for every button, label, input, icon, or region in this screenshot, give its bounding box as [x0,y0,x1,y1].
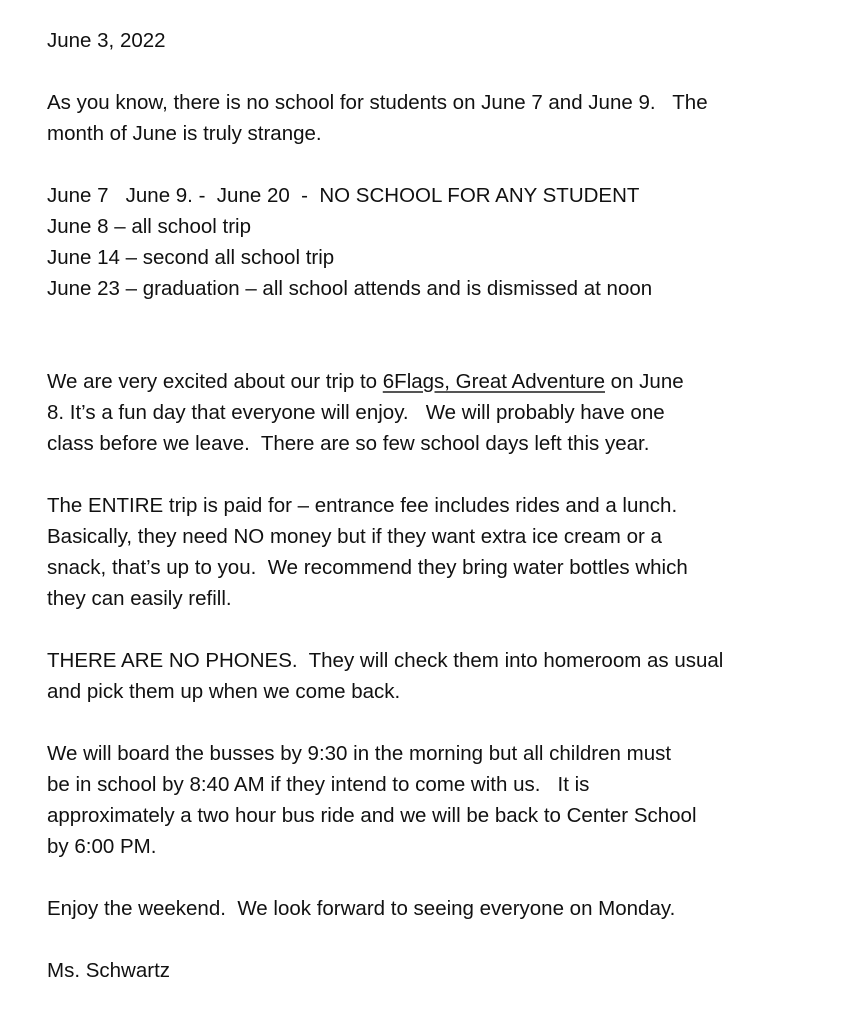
busses-line: be in school by 8:40 AM if they intend to come with us. It is [47,773,590,796]
schedule-list [47,180,837,304]
phones-line: THERE ARE NO PHONES. They will check them into homeroom as usual [47,649,724,672]
payment-line: Basically, they need NO money but if they want extra ice cream or a [47,525,662,548]
trip-line [47,366,837,397]
payment-line: snack, that’s up to you. We recommend they bring water bottles which [47,556,688,579]
trip-text-before-link: We are very excited about our trip to [47,370,383,393]
intro-paragraph [47,87,837,149]
signature-name: Ms. Schwartz [47,959,171,982]
payment-line: The ENTIRE trip is paid for – entrance fee includes rides and a lunch. [47,494,678,517]
date-text: June 3, 2022 [47,29,166,52]
trip-line: 8. It’s a fun day that everyone will enjoy. We will probably have one [47,401,665,424]
trip-paragraph [47,366,837,459]
closing-line: Enjoy the weekend. We look forward to seeing everyone on Monday. [47,897,676,920]
schedule-item: June 23 – graduation – all school attends and is dismissed at noon [47,277,653,300]
letter [47,25,837,1017]
intro-line: month of June is truly strange. [47,122,322,145]
payment-paragraph [47,490,837,614]
schedule-item: June 14 – second all school trip [47,246,335,269]
signature-block [47,955,837,986]
busses-paragraph [47,738,837,862]
phones-line: and pick them up when we come back. [47,680,401,703]
busses-line: We will board the busses by 9:30 in the morning but all children must [47,742,672,765]
closing-paragraph [47,893,837,924]
trip-line: class before we leave. There are so few school days left this year. [47,432,650,455]
payment-line: they can easily refill. [47,587,232,610]
busses-line: approximately a two hour bus ride and we will be back to Center School [47,804,697,827]
intro-line: As you know, there is no school for students on June 7 and June 9. The [47,91,708,114]
trip-text-after-link: on June [604,370,684,393]
schedule-item: June 8 – all school trip [47,215,251,238]
letter-date [47,25,837,56]
schedule-item: June 7 June 9. - June 20 - NO SCHOOL FOR ANY STUDENT [47,184,640,207]
six-flags-link[interactable]: 6Flags, Great Adventure [382,370,605,393]
busses-line: by 6:00 PM. [47,835,157,858]
phones-paragraph [47,645,837,707]
